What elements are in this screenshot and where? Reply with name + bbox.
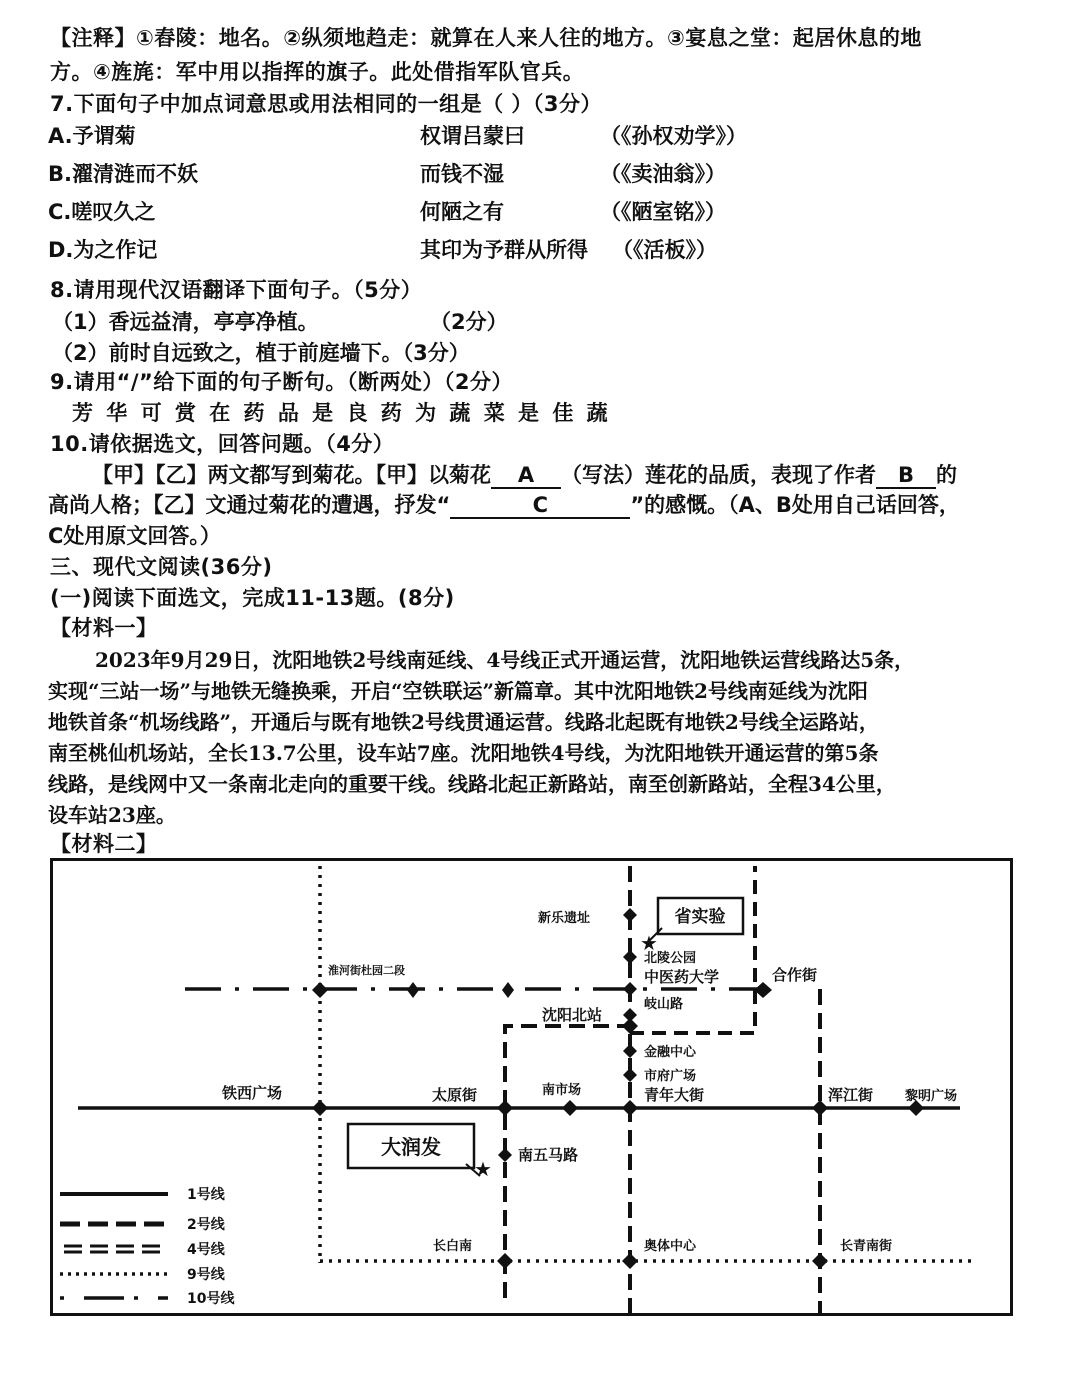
- station-qingnian-marker: [622, 1100, 638, 1116]
- q10-stem: 10.请依据选文，回答问题。（4分）: [50, 432, 395, 456]
- blank-c[interactable]: C: [450, 493, 630, 519]
- q7-option-a-right: 权谓吕蒙曰: [420, 124, 525, 148]
- q9-stem: 9.请用“/”给下面的句子断句。（断两处）（2分）: [50, 370, 513, 394]
- q7-stem: 7.下面句子中加点词意思或用法相同的一组是（ ）（3分）: [50, 92, 603, 116]
- q7-option-b-source: （《卖油翁》）: [600, 162, 726, 186]
- station-aoti: 奥体中心: [644, 1239, 697, 1254]
- legend-line-4: 4号线: [187, 1242, 225, 1258]
- q7-option-d-left: D.为之作记: [48, 238, 158, 262]
- station-jinrong-marker: [623, 1044, 637, 1058]
- blank-a[interactable]: A: [491, 463, 561, 489]
- q10-paragraph-line-2: [48, 489, 960, 519]
- station-nanshichang-marker: [562, 1100, 578, 1116]
- station-taiyuan-marker: [497, 1100, 513, 1116]
- legend-line-2: 2号线: [187, 1217, 225, 1233]
- station-xinle-marker: [623, 908, 637, 922]
- section3-subtitle: (一)阅读下面选文，完成11-13题。(8分): [50, 586, 455, 610]
- station-zhongyi: 中医药大学: [644, 968, 720, 986]
- q10-text-1a: 【甲】【乙】两文都写到菊花。【甲】以菊花: [92, 463, 491, 487]
- station-changqingnan: 长青南街: [840, 1239, 893, 1254]
- q7-option-d-source: （《活板》）: [612, 238, 717, 262]
- station-shifu-marker: [623, 1068, 637, 1082]
- station-changqingnan-marker: [812, 1253, 828, 1269]
- note-line-2: 方。④旌旄：军中用以指挥的旗子。此处借指军队官兵。: [50, 60, 585, 84]
- q7-option-a-source: （《孙权劝学》）: [600, 124, 747, 148]
- station-nanshichang: 南市场: [542, 1083, 582, 1098]
- station-huanghe-marker: [312, 982, 328, 998]
- material-1-heading: 【材料一】: [50, 616, 158, 640]
- station-huijiang-marker: [812, 1100, 828, 1116]
- legend-line-10: 10号线: [187, 1291, 235, 1307]
- station-tiexi-marker: [312, 1100, 328, 1116]
- note-line-1: 【注释】①舂陵：地名。②纵须地趋走：就算在人来人往的地方。③宴息之堂：起居休息的地: [50, 26, 922, 50]
- material-1-line-3: 地铁首条“机场线路”，开通后与既有地铁2号线贯通运营。线路北起既有地铁2号线全运路站，: [48, 710, 879, 734]
- station-zhongyi-marker: [623, 982, 637, 996]
- station-hezuo: 合作街: [772, 966, 818, 984]
- metro-map: [50, 858, 1013, 1316]
- station-aoti-marker: [622, 1253, 638, 1269]
- station-shifu: 市府广场: [644, 1069, 697, 1084]
- station-huanghe: 淮河街杜园二段: [328, 964, 405, 977]
- q9-sentence: 芳 华 可 赏 在 药 品 是 良 药 为 蔬 菜 是 佳 蔬: [72, 401, 611, 425]
- station-nanwuma: 南五马路: [518, 1146, 579, 1164]
- q7-option-b-right: 而钱不湿: [420, 162, 504, 186]
- q10-text-1b: （写法）莲花的品质，表现了作者: [561, 463, 876, 487]
- blank-b[interactable]: B: [876, 463, 936, 489]
- station-nanwuma-marker: [498, 1148, 512, 1162]
- station-taiyuan: 太原街: [432, 1086, 478, 1104]
- q10-paragraph-line-1: [92, 459, 957, 489]
- q10-text-2a: 高尚人格；【乙】文通过菊花的遭遇，抒发“: [48, 493, 451, 517]
- q7-option-a-left: A.予谓菊: [48, 124, 136, 148]
- material-1-line-1: 2023年9月29日，沈阳地铁2号线南延线、4号线正式开通运营，沈阳地铁运营线路达5条，: [95, 648, 915, 672]
- callout-darunfa: 大润发: [381, 1135, 441, 1159]
- station-liming: 黎明广场: [905, 1089, 958, 1104]
- q7-option-c-source: （《陋室铭》）: [600, 200, 726, 224]
- station-qishan: 岐山路: [644, 997, 684, 1012]
- station-shenyangbei: 沈阳北站: [542, 1006, 603, 1024]
- q10-paragraph-line-3: C处用原文回答。）: [48, 524, 221, 548]
- q7-option-d-right: 其印为予群从所得: [420, 238, 588, 262]
- section3-title: 三、现代文阅读(36分): [50, 555, 273, 579]
- material-1-line-5: 线路，是线网中又一条南北走向的重要干线。线路北起正新路站，南至创新路站，全程34公里，: [48, 772, 896, 796]
- q8-sentence-1: （1）香远益清，亭亭净植。: [52, 310, 319, 334]
- star-icon-shengshiyan: ★: [640, 931, 658, 955]
- q7-option-c-left: C.嗟叹久之: [48, 200, 156, 224]
- station-changbainan: 长白南: [433, 1239, 473, 1254]
- callout-shengshiyan: 省实验: [674, 907, 726, 927]
- q7-option-b-left: B.濯清涟而不妖: [48, 162, 198, 186]
- station-changbainan-marker: [497, 1253, 513, 1269]
- q10-text-1c: 的: [936, 463, 957, 487]
- q7-option-c-right: 何陋之有: [420, 200, 504, 224]
- station-qingnian: 青年大街: [644, 1086, 705, 1104]
- station-line10-marker-2: [502, 982, 514, 998]
- station-huijiang: 浑江街: [828, 1086, 874, 1104]
- material-2-heading: 【材料二】: [50, 832, 158, 856]
- station-beiling-marker: [623, 950, 637, 964]
- star-icon-darunfa: ★: [474, 1157, 492, 1181]
- station-line10-marker: [407, 982, 419, 998]
- q10-text-2b: ”的感慨。（A、B处用自己话回答，: [630, 493, 960, 517]
- legend-line-9: 9号线: [187, 1267, 225, 1283]
- station-jinrong: 金融中心: [644, 1045, 697, 1060]
- station-tiexi: 铁西广场: [222, 1084, 283, 1102]
- material-1-line-2: 实现“三站一场”与地铁无缝换乘，开启“空铁联运”新篇章。其中沈阳地铁2号线南延线为沈阳: [48, 679, 868, 703]
- material-1-line-6: 设车站23座。: [48, 803, 176, 827]
- station-xinle: 新乐遗址: [538, 911, 591, 926]
- legend-line-1: 1号线: [187, 1187, 225, 1203]
- q8-stem: 8.请用现代汉语翻译下面句子。（5分）: [50, 278, 423, 302]
- material-1-line-4: 南至桃仙机场站，全长13.7公里，设车站7座。沈阳地铁4号线，为沈阳地铁开通运营的第5条: [48, 741, 879, 765]
- q8-sentence-1-score: （2分）: [430, 310, 508, 334]
- q8-sentence-2: （2）前时自远致之，植于前庭墙下。（3分）: [52, 341, 470, 365]
- station-beiling: 北陵公园: [644, 951, 697, 966]
